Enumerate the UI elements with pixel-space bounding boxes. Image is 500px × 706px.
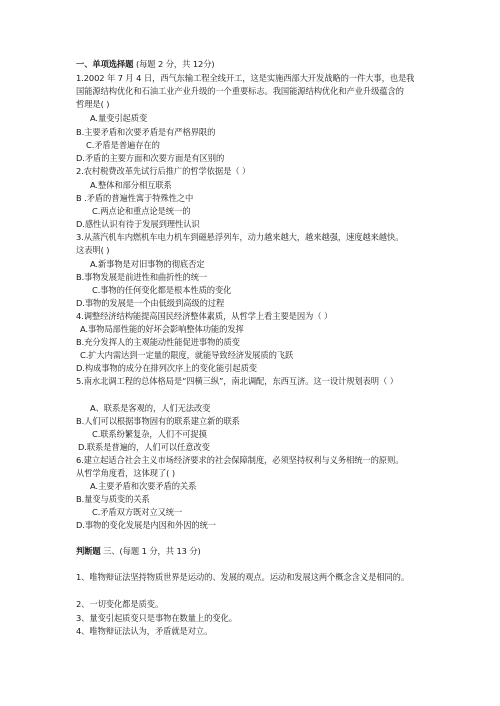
q3-option-a: A.新事物是对旧事物的彻底否定 — [90, 259, 205, 269]
q1-stem-line-2: 国能源结构优化和石油工业产业升级的一个重要标志。我国能源结构优化和产业升级蕴含的 — [76, 86, 404, 96]
q2-option-b: B .矛盾的普遍性寓于特殊性之中 — [76, 193, 194, 203]
q6-stem-line-1: 6.建立起适合社会主义市场经济要求的社会保障制度，必须坚持权利与义务相统一的原则。 — [76, 455, 404, 465]
q1-option-a: A.量变引起质变 — [90, 113, 148, 123]
judgement-item-4: 4、唯物辩证法认为，矛盾就是对立。 — [76, 626, 213, 636]
q6-option-b: B.量变与质变的关系 — [76, 494, 150, 504]
q2-option-c: C.两点论和重点论是统一的 — [92, 206, 191, 216]
q6-option-d: D.事物的变化发展是内因和外因的统一 — [76, 520, 216, 530]
q3-stem-line-2: 这表明( ) — [76, 245, 110, 255]
section2-heading-line — [76, 546, 201, 557]
judgement-item-3: 3、量变引起质变只是事物在数量上的变化。 — [76, 613, 237, 623]
judgement-item-1: 1、唯物辩证法坚持物质世界是运动的、发展的观点。运动和发展这两个概念含义是相同的。 — [76, 572, 410, 582]
q4-option-d: D.构成事物的成分在排列次序上的变化能引起质变 — [76, 363, 257, 373]
q4-option-c: C.扩大内需达到一定量的限度，就能导致经济发展质的飞跃 — [80, 350, 294, 360]
q5-option-d: D.联系是普遍的，人们可以任意改变 — [78, 442, 210, 452]
section1-heading: 一、单项选择题 — [76, 59, 134, 69]
q3-option-c: C.事物的任何变化都是根本性质的变化 — [92, 285, 232, 295]
q1-option-c: C.矛盾是普遍存在的 — [86, 140, 160, 150]
q2-stem-line-1: 2.农村税费改革先试行后推广的哲学依据是（ ） — [76, 166, 251, 176]
q5-option-c: C.联系纷繁复杂，人们不可捉摸 — [92, 429, 207, 439]
q6-option-a: A.主要矛盾和次要矛盾的关系 — [90, 481, 197, 491]
section1-heading-note: (每题 2 分，共 12分) — [135, 59, 215, 69]
q3-option-d: D.事物的发展是一个由低级到高级的过程 — [76, 298, 225, 308]
section1-heading-line — [76, 59, 215, 70]
q4-stem-line-1: 4.调整经济结构能提高国民经济整体素质，从哲学上看主要是因为（ ） — [76, 311, 333, 321]
q4-option-a: A.事物局部性能的好坏会影响整体功能的发挥 — [80, 324, 244, 334]
judgement-item-2: 2、一切变化都是质变。 — [76, 599, 164, 609]
q6-stem-line-2: 从哲学角度看，这体现了( ) — [76, 468, 175, 478]
q1-stem-line-1: 1.2002 年 7 月 4 日，西气东输工程全线开工，这是实施西部大开发战略的一件大事，也是我 — [76, 73, 415, 83]
section2-heading-note: 三、(每题 1 分，共 13 分) — [103, 546, 201, 556]
q2-option-a: A.整体和部分相互联系 — [90, 180, 172, 190]
q1-option-d: D.矛盾的主要方面和次要方面是有区别的 — [76, 153, 225, 163]
section2-heading: 判断题 — [76, 546, 101, 556]
q4-option-b: B.充分发挥人的主观能动性能促进事物的质变 — [76, 337, 240, 347]
q6-option-c: C.矛盾双方既对立又统一 — [92, 507, 183, 517]
q5-option-b: B.人们可以根据事物固有的联系建立新的联系 — [76, 416, 240, 426]
q3-option-b: B.事物发展是前进性和曲折性的统一 — [76, 272, 208, 282]
q3-stem-line-1: 3.从蒸汽机车内燃机车电力机车到磁悬浮列车，动力越来越大，越来越强，速度越来越快。 — [76, 232, 404, 242]
q1-option-b: B.主要矛盾和次要矛盾是有严格界限的 — [76, 127, 216, 137]
q5-option-a: A、联系是客观的，人们无法改变 — [90, 403, 211, 413]
q1-stem-line-3: 哲理是( ) — [76, 99, 110, 109]
q2-option-d: D.感性认识有待于发展到理性认识 — [76, 219, 200, 229]
q5-stem-line-1: 5.南水北调工程的总体格局是“四横三纵”，南北调配，东西互济。这一设计规划表明（ ） — [76, 376, 398, 386]
